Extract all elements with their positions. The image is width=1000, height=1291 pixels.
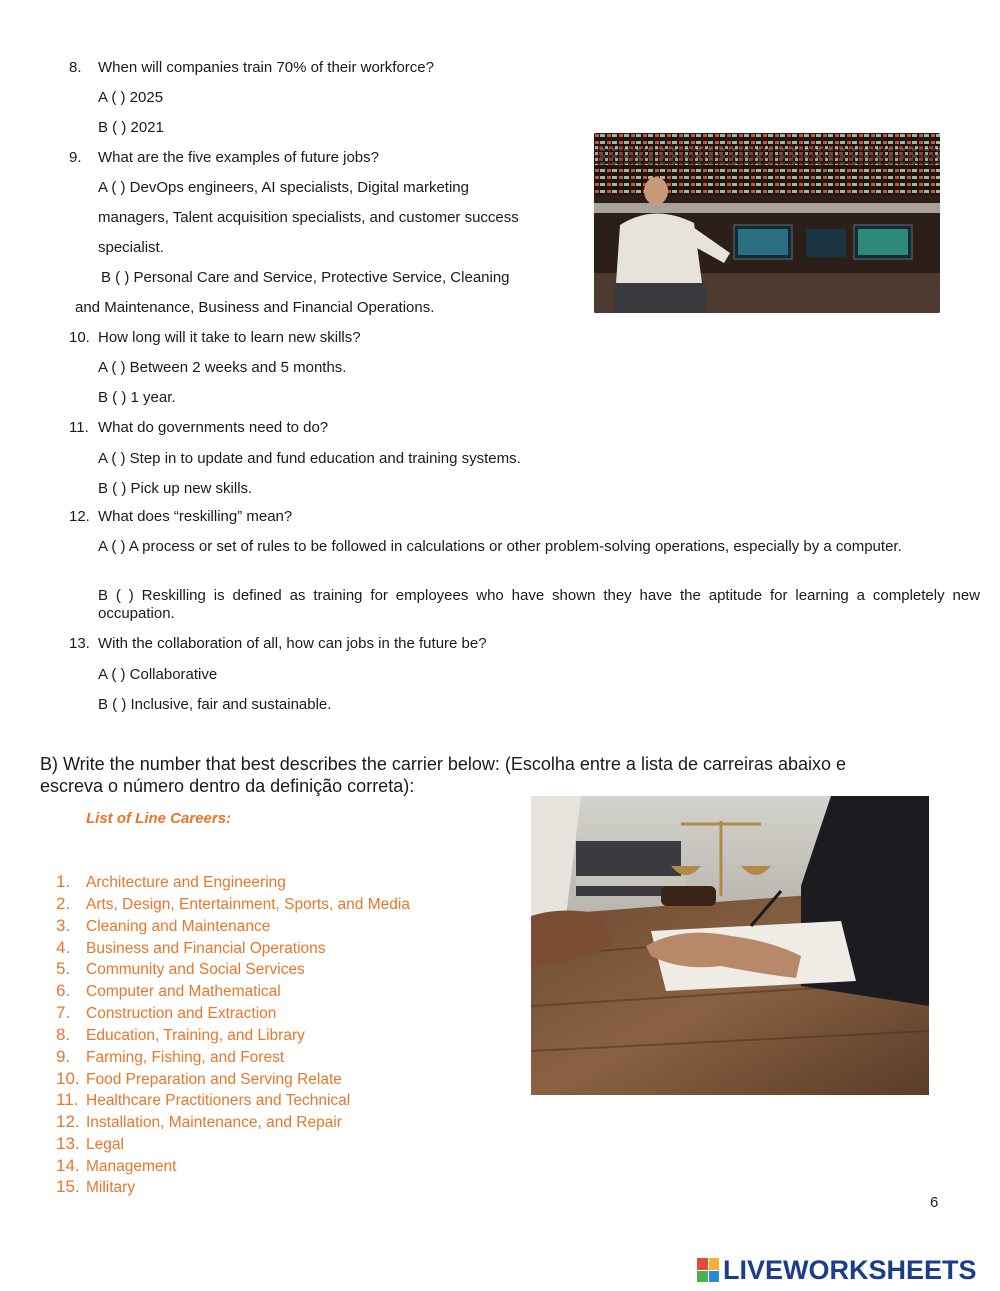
page-number: 6 — [930, 1194, 939, 1211]
career-item — [56, 1134, 124, 1155]
career-label: Cleaning and Maintenance — [86, 918, 271, 935]
career-label: Installation, Maintenance, and Repair — [86, 1114, 342, 1131]
career-number: 12. — [56, 1112, 80, 1131]
career-number: 6. — [56, 981, 71, 1000]
option-a: A ( ) Step in to update and fund education and training systems. — [98, 450, 521, 467]
career-item — [56, 959, 305, 980]
career-item — [56, 1112, 342, 1133]
section-b-instructions — [40, 753, 940, 797]
question-text: What are the five examples of future jobs? — [98, 149, 379, 166]
logo-text: LIVEWORKSHEETS — [723, 1254, 977, 1285]
option-a-cont: specialist. — [98, 239, 164, 256]
question-number: 13. — [69, 635, 90, 652]
option-a: A ( ) Between 2 weeks and 5 months. — [98, 359, 347, 376]
career-number: 3. — [56, 916, 71, 935]
legal-meeting-photo — [531, 796, 929, 1095]
option-b: B ( ) 2021 — [98, 119, 164, 136]
career-number: 10. — [56, 1069, 80, 1088]
liveworksheets-logo[interactable] — [697, 1255, 977, 1285]
question-text: What do governments need to do? — [98, 419, 329, 436]
career-item — [56, 938, 326, 959]
question-text: How long will it take to learn new skills? — [98, 329, 361, 346]
career-number: 13. — [56, 1134, 80, 1153]
career-number: 5. — [56, 959, 71, 978]
career-label: Construction and Extraction — [86, 1005, 277, 1022]
option-a-cont: managers, Talent acquisition specialists, and customer success — [98, 209, 519, 226]
question-text: With the collaboration of all, how can jobs in the future be? — [98, 635, 487, 652]
career-number: 7. — [56, 1003, 71, 1022]
career-item — [56, 1069, 342, 1090]
career-item — [56, 872, 286, 893]
career-label: Military — [86, 1179, 136, 1196]
career-label: Legal — [86, 1136, 124, 1153]
section-b-line: escreva o número dentro da definição correta): — [40, 776, 415, 796]
career-label: Architecture and Engineering — [86, 874, 286, 891]
question-number: 10. — [69, 329, 90, 346]
question-number: 12. — [69, 508, 90, 525]
career-label: Business and Financial Operations — [86, 940, 326, 957]
trading-floor-illustration — [594, 133, 940, 313]
career-number: 8. — [56, 1025, 71, 1044]
career-number: 9. — [56, 1047, 71, 1066]
question-number: 11. — [69, 419, 89, 436]
legal-meeting-illustration — [531, 796, 929, 1095]
option-b: B ( ) Personal Care and Service, Protective Service, Cleaning — [101, 269, 510, 286]
career-item — [56, 916, 270, 937]
career-item — [56, 1090, 350, 1111]
logo-icon — [697, 1258, 719, 1282]
question-number: 9. — [69, 149, 82, 166]
career-label: Education, Training, and Library — [86, 1027, 305, 1044]
question-number: 8. — [69, 59, 82, 76]
option-b: B ( ) Inclusive, fair and sustainable. — [98, 696, 332, 713]
career-number: 14. — [56, 1156, 80, 1175]
option-a: A ( ) Collaborative — [98, 666, 218, 683]
career-number: 11. — [56, 1090, 79, 1109]
trading-floor-photo — [594, 133, 940, 313]
career-item — [56, 981, 281, 1002]
career-label: Computer and Mathematical — [86, 983, 281, 1000]
career-number: 15. — [56, 1177, 80, 1196]
career-label: Arts, Design, Entertainment, Sports, and Media — [86, 896, 410, 913]
career-label: Food Preparation and Serving Relate — [86, 1071, 342, 1088]
option-b: B ( ) Pick up new skills. — [98, 480, 253, 497]
career-item — [56, 1025, 305, 1046]
career-number: 2. — [56, 894, 71, 913]
career-item — [56, 1177, 135, 1198]
question-text: What does “reskilling” mean? — [98, 508, 293, 525]
option-b: B ( ) Reskilling is defined as training for employees who have shown they have the aptitude for learning a completely new occupation. — [98, 587, 980, 622]
career-item — [56, 1003, 276, 1024]
career-item — [56, 1156, 176, 1177]
option-b: B ( ) 1 year. — [98, 389, 176, 406]
career-number: 1. — [56, 872, 71, 891]
career-item — [56, 894, 410, 915]
section-b-line: B) Write the number that best describes the carrier below: (Escolha entre a lista de carreiras abaixo e — [40, 754, 847, 774]
career-label: Healthcare Practitioners and Technical — [86, 1092, 351, 1109]
option-a: A ( ) A process or set of rules to be followed in calculations or other problem-solving operations, especially by a computer. — [98, 538, 902, 555]
option-a: A ( ) 2025 — [98, 89, 164, 106]
question-text: When will companies train 70% of their workforce? — [98, 59, 434, 76]
option-a: A ( ) DevOps engineers, AI specialists, Digital marketing — [98, 179, 469, 196]
career-label: Management — [86, 1158, 177, 1175]
career-number: 4. — [56, 938, 71, 957]
career-item — [56, 1047, 284, 1068]
list-title: List of Line Careers: — [86, 810, 232, 827]
career-label: Farming, Fishing, and Forest — [86, 1049, 285, 1066]
career-label: Community and Social Services — [86, 961, 305, 978]
option-b-cont: and Maintenance, Business and Financial Operations. — [75, 299, 435, 316]
